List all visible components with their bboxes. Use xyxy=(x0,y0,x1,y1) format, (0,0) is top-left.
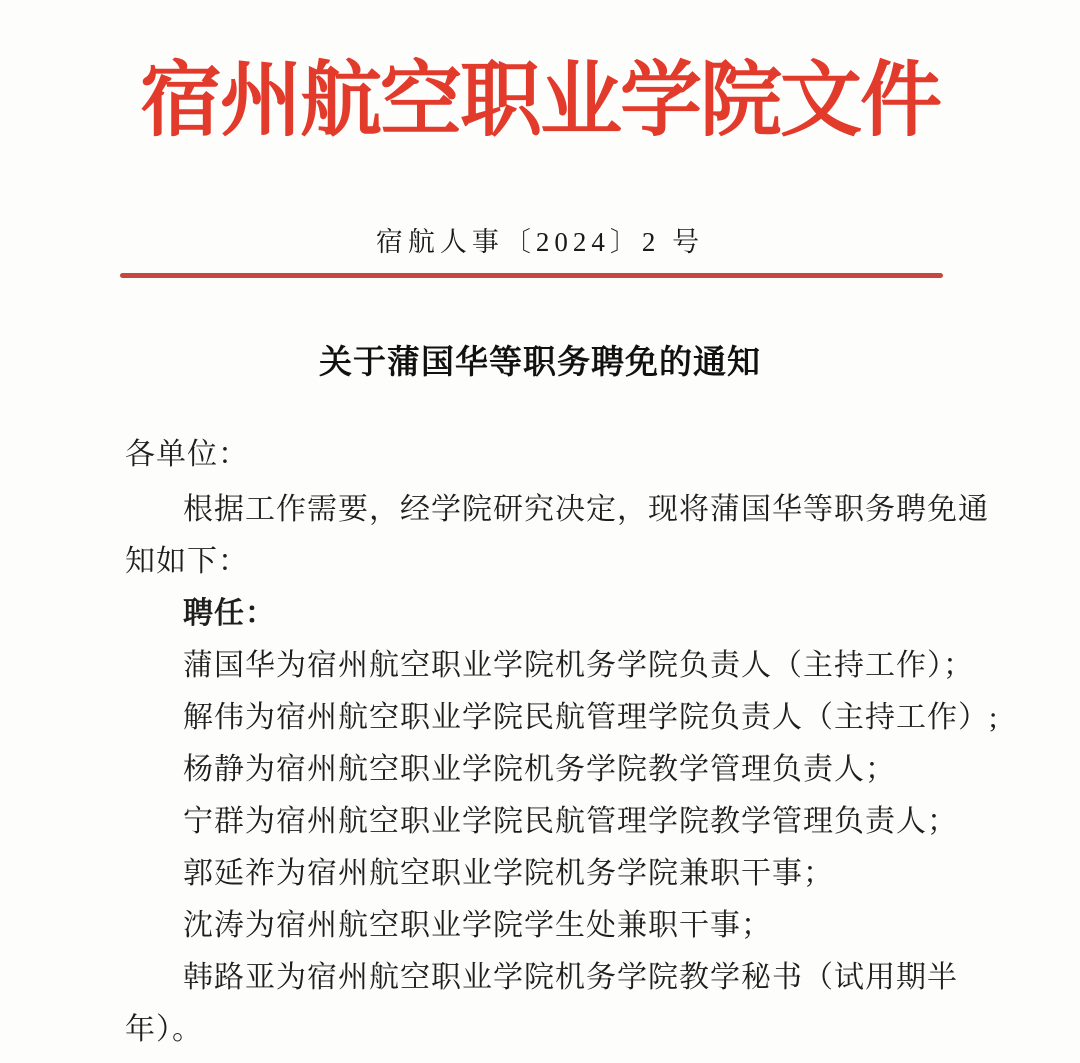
appointment-line: 宁群为宿州航空职业学院民航管理学院教学管理负责人； xyxy=(183,805,958,838)
notice-title: 关于蒲国华等职务聘免的通知 xyxy=(319,343,761,380)
document-header-title: 宿州航空职业学院文件 xyxy=(139,52,940,148)
document-number: 宿航人事〔2024〕2 号 xyxy=(375,227,705,257)
red-header-divider xyxy=(120,273,943,278)
appointment-line-continuation: 年）。 xyxy=(125,1013,203,1046)
appointment-line: 杨静为宿州航空职业学院机务学院教学管理负责人； xyxy=(183,753,896,786)
appointment-line: 解伟为宿州航空职业学院民航管理学院负责人（主持工作）; xyxy=(183,701,999,734)
salutation-line: 各单位： xyxy=(125,438,249,471)
appointment-line: 蒲国华为宿州航空职业学院机务学院负责人（主持工作）； xyxy=(183,649,974,682)
appointment-section-label: 聘任： xyxy=(183,596,276,631)
appointment-line: 郭延祚为宿州航空职业学院机务学院兼职干事； xyxy=(183,857,834,890)
appointment-line: 韩路亚为宿州航空职业学院机务学院教学秘书（试用期半 xyxy=(183,961,958,994)
appointment-line: 沈涛为宿州航空职业学院学生处兼职干事； xyxy=(183,909,772,942)
intro-line-2: 知如下： xyxy=(125,545,249,578)
intro-line-1: 根据工作需要，经学院研究决定，现将蒲国华等职务聘免通 xyxy=(183,493,989,526)
document-body xyxy=(0,429,1080,1056)
